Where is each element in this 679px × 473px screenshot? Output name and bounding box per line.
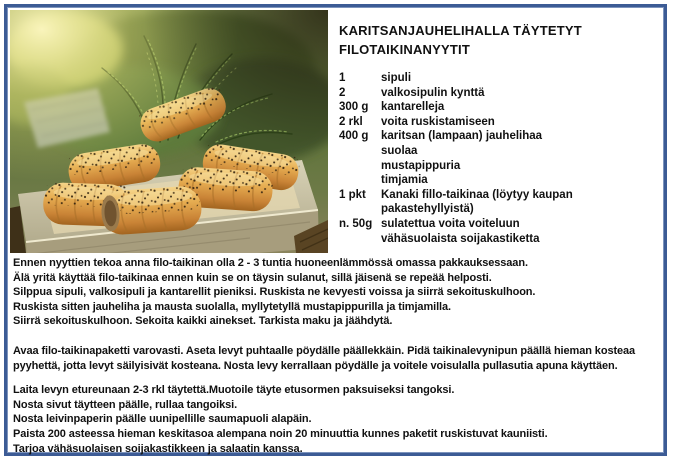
ingredient-row — [339, 159, 639, 174]
instruction-line: pyyhettä, jotta levyt säilyisivät kosteana. Nosta levy kerrallaan pöydälle ja voitele voisulalla pullasutia apuna käyttäen. — [13, 359, 618, 372]
ingredient-name: sipuli — [381, 72, 412, 84]
ingredient-quantity: n. 50g — [339, 217, 373, 230]
ingredient-row — [339, 129, 639, 144]
instructions-section — [13, 256, 673, 456]
instruction-line: Nosta sivut täytteen päälle, rullaa tangoiksi. — [13, 398, 238, 411]
instruction-line: Ruskista sitten jauheliha ja mausta suolalla, myllytetyllä mustapippurilla ja timjamilla. — [13, 300, 451, 313]
ingredient-row — [339, 173, 639, 188]
ingredient-name: voita ruskistamiseen — [381, 115, 495, 128]
ingredient-name: vähäsuolaista soijakastiketta — [381, 232, 540, 245]
recipe-photo — [10, 10, 328, 253]
ingredient-row — [339, 217, 639, 232]
ingredient-name: karitsan (lampaan) jauhelihaa — [381, 130, 543, 143]
ingredient-quantity: 2 rkl — [339, 115, 363, 128]
instruction-line: Silppua sipuli, valkosipuli ja kantarellit pieniksi. Ruskista ne kevyesti voissa ja siirrä sekoituskulhoon. — [13, 286, 536, 299]
ingredient-list — [339, 71, 639, 246]
ingredient-row — [339, 144, 639, 159]
ingredient-quantity: 300 g — [339, 101, 369, 114]
instruction-line: Siirrä sekoituskulhoon. Sekoita kaikki ainekset. Tarkista maku ja jäähdytä. — [13, 315, 393, 328]
ingredient-row — [339, 232, 639, 247]
ingredient-quantity: 1 pkt — [339, 188, 366, 201]
ingredient-name: kantarelleja — [381, 101, 445, 114]
instruction-line: Nosta leivinpaperin päälle uunipellille saumapuoli alapäin. — [13, 413, 312, 426]
instruction-line: Ennen nyyttien tekoa anna filo-taikinan olla 2 - 3 tuntia huoneenlämmössä omassa pakkauksessaan. — [13, 257, 528, 269]
ingredient-name: suolaa — [381, 144, 418, 157]
ingredient-quantity: 400 g — [339, 130, 369, 143]
shade-vignette — [10, 10, 328, 253]
ingredient-name: valkosipulin kynttä — [381, 86, 485, 99]
instruction-line: Laita levyn etureunaan 2-3 rkl täytettä.Muotoile täyte etusormen paksuiseksi tangoksi. — [13, 384, 455, 397]
pastry-photo-illustration — [10, 10, 328, 253]
ingredient-name: mustapippuria — [381, 159, 461, 172]
ingredient-row — [339, 100, 639, 115]
ingredient-row — [339, 115, 639, 130]
recipe-title-line2: FILOTAIKINANYYTIT — [339, 42, 470, 57]
instruction-line: Avaa filo-taikinapaketti varovasti. Aseta levyt puhtaalle pöydälle päällekkäin. Pidä taikinalevynipun päällä hieman kosteaa — [13, 344, 636, 357]
instruction-line: Tarjoa vähäsuolaisen soijakastikkeen ja salaatin kanssa. — [13, 442, 303, 455]
recipe-title — [339, 21, 659, 59]
ingredient-quantity: 1 — [339, 72, 346, 84]
ingredient-name: sulatettua voita voiteluun — [381, 217, 520, 230]
ingredient-row — [339, 86, 639, 101]
ingredient-name: Kanaki fillo-taikinaa (löytyy kaupan pakastehyllyistä) — [381, 188, 573, 216]
ingredient-row — [339, 71, 639, 86]
instruction-line: Älä yritä käyttää filo-taikinaa ennen kuin se on täysin sulanut, sillä jäisenä se repeää helposti. — [13, 271, 492, 284]
instructions-paragraph — [13, 344, 673, 373]
ingredient-quantity: 2 — [339, 86, 346, 99]
instruction-line: Paista 200 asteessa hieman keskitasoa alempana noin 20 minuuttia kunnes paketit ruskistuvat kauniisti. — [13, 427, 548, 440]
ingredient-name: timjamia — [381, 174, 428, 187]
instructions-paragraph — [13, 383, 673, 456]
instructions-paragraph — [13, 256, 673, 329]
recipe-title-line1: KARITSANJAUHELIHALLA TÄYTETYT — [339, 23, 582, 38]
ingredient-row — [339, 188, 639, 217]
